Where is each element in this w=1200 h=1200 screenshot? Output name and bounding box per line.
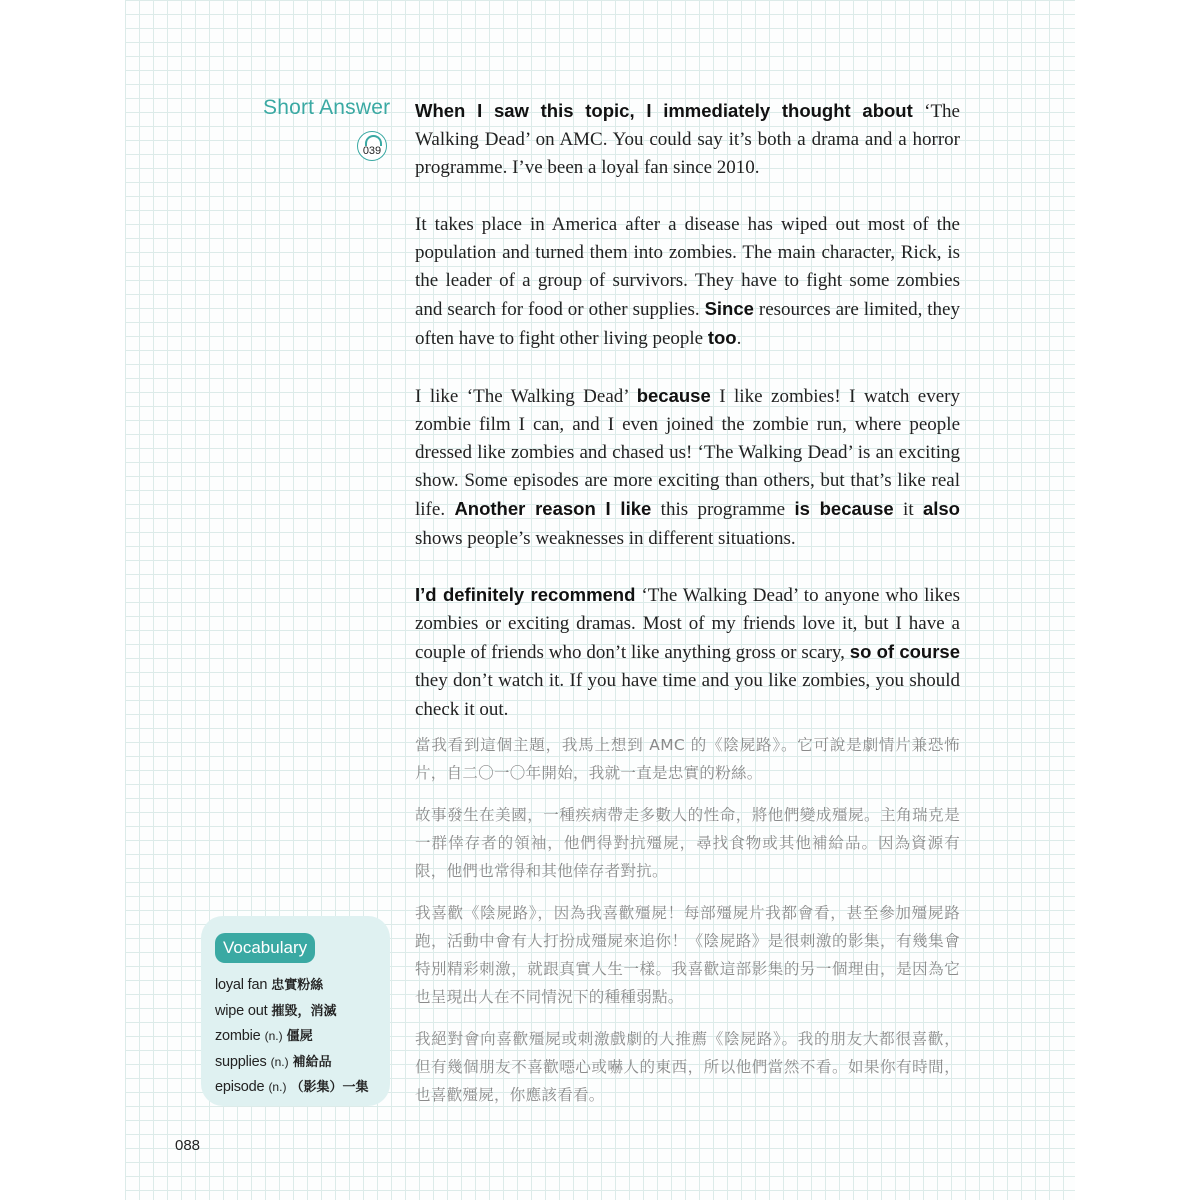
vocab-translation: 僵屍 [286,1029,313,1044]
emphasis-phrase: so of course [849,641,961,663]
vocabulary-item [215,999,387,1025]
english-paragraph [415,581,960,724]
chinese-paragraph: 我絕對會向喜歡殭屍或刺激戲劇的人推薦《陰屍路》。我的朋友大都很喜歡，但有幾個朋友不喜歡噁心或嚇人的東西，所以他們當然不看。如果你有時間，也喜歡殭屍，你應該看看。 [415,1030,960,1104]
text-run: this programme [651,499,795,521]
emphasis-phrase: because [636,384,711,406]
audio-track-button[interactable] [357,131,387,161]
emphasis-phrase: I’d definitely recommend [415,583,636,605]
page-number: 088 [175,1137,201,1154]
chinese-paragraph: 我喜歡《陰屍路》，因為我喜歡殭屍！每部殭屍片我都會看，甚至參加殭屍路跑，活動中會有人打扮成殭屍來追你！《陰屍路》是很刺激的影集，有幾集會特別精彩刺激，就跟真實人生一樣。我喜歡這部影集的另一個理由，是因為它也呈現出人在不同情況下的種種弱點。 [415,904,960,1006]
text-run: . [736,328,742,350]
text-run: they don’t watch it. If you have time and you like zombies, you should check it out. [415,670,960,720]
vocabulary-item [215,1024,387,1050]
vocab-part-of-speech: (n.) [268,1080,287,1094]
emphasis-phrase: is because [794,498,894,520]
audio-track-number: 039 [362,145,382,157]
english-paragraph [415,97,960,183]
vocab-part-of-speech: (n.) [264,1029,283,1043]
vocab-translation: 補給品 [292,1054,332,1070]
english-paragraph [415,211,960,354]
english-paragraph [415,382,960,553]
section-label: Short Answer [263,96,391,119]
vocab-translation: 摧毀，消滅 [271,1003,337,1019]
vocabulary-item [215,973,387,999]
emphasis-phrase: When I saw this topic, I immediately thought about [415,100,913,121]
vocab-part-of-speech: (n.) [270,1054,289,1069]
vocab-term: supplies [215,1053,267,1070]
text-run: I like zombies! I watch every zombie film I can, and I even joined the zombie run, where people dressed like zombies and chased us! ‘The Walking Dead’ is an exciting show. Some episodes are more exciting than others, but that’s like real life. [415,385,960,521]
text-run: I like ‘The Walking Dead’ [415,385,637,407]
vocabulary-item [215,1075,387,1101]
emphasis-phrase: also [922,498,960,520]
text-run: it [893,499,923,521]
text-run: ‘The Walking Dead’ to anyone who likes zombies or exciting dramas. Most of my friends love it, but I have a couple of friends who don’t like anything gross or scary, [415,584,961,664]
chinese-paragraph: 當我看到這個主題，我馬上想到 AMC 的《陰屍路》。它可說是劇情片兼恐怖片，自二〇一〇年開始，我就一直是忠實的粉絲。 [415,736,960,782]
chinese-paragraph: 故事發生在美國，一種疾病帶走多數人的性命，將他們變成殭屍。主角瑞克是一群倖存者的領袖，他們得對抗殭屍，尋找食物或其他補給品。因為資源有限，他們也常得和其他倖存者對抗。 [415,806,960,880]
vocab-translation: 忠實粉絲 [271,978,324,993]
vocab-term: episode [215,1079,265,1095]
emphasis-phrase: Since [704,298,754,320]
vocab-term: wipe out [215,1002,268,1019]
text-run: resources are limited, they often have to fight other living people [415,299,960,350]
vocabulary-title: Vocabulary [215,933,315,963]
emphasis-phrase: Another reason I like [454,498,652,520]
vocab-translation: （影集）一集 [290,1080,369,1095]
vocab-term: zombie [215,1028,261,1044]
vocabulary-box [201,916,390,1106]
chinese-translation [415,731,960,1123]
text-run: shows people’s weaknesses in different situations. [415,527,796,549]
vocabulary-list [215,973,387,1101]
english-answer [415,97,960,752]
emphasis-phrase: too [707,327,737,349]
vocab-term: loyal fan [215,977,268,993]
text-run: ‘The Walking Dead’ on AMC. You could say it’s both a drama and a horror programme. I’ve been a loyal fan since 2010. [415,101,960,179]
text-run: It takes place in America after a disease has wiped out most of the population and turned them into zombies. The main character, Rick, is the leader of a group of survivors. They have to fight some zombies and search for food or other supplies. [415,213,960,321]
vocabulary-item [215,1050,387,1076]
